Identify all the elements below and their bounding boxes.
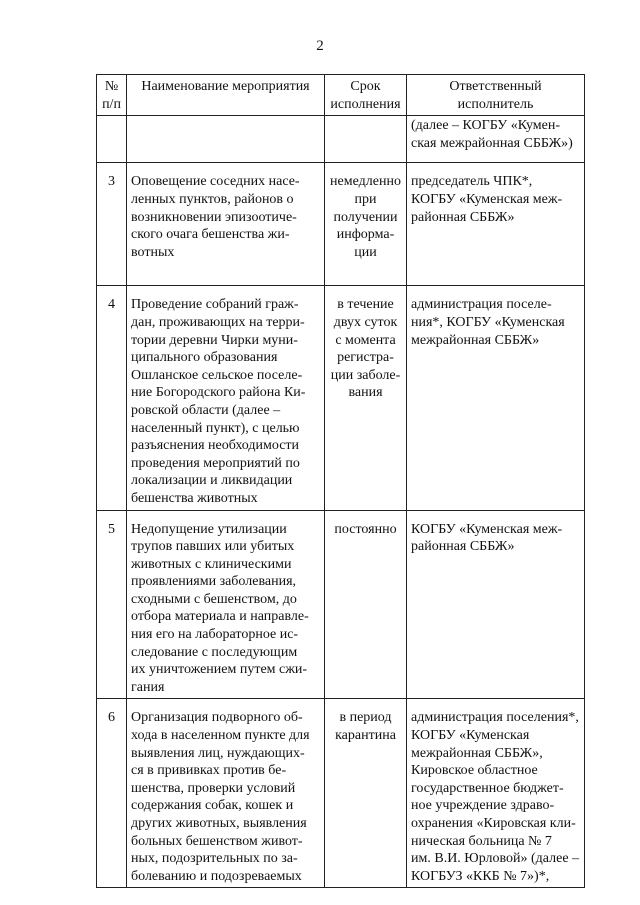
- cell-text: получении: [333, 209, 398, 225]
- cell-text: тории деревни Чирки муни-: [131, 332, 298, 348]
- cell-term: [325, 116, 407, 163]
- cell-text: межрайонная СББЖ»: [411, 332, 540, 348]
- cell-text: Кировское областное: [411, 763, 538, 779]
- cell-text: ского очага бешенства жи-: [131, 227, 290, 243]
- cell-text: КОГБУ «Куменская меж-: [411, 191, 563, 207]
- cell-responsible: [407, 163, 585, 286]
- cell-text: ние Богородского района Ки-: [131, 385, 306, 401]
- cell-responsible: [407, 510, 585, 699]
- cell-text: ровской области (далее –: [131, 402, 281, 418]
- cell-name: [127, 510, 325, 699]
- cell-name: [127, 286, 325, 510]
- cell-text: бешенства животных: [131, 490, 258, 506]
- cell-term: [325, 286, 407, 510]
- header-text: Срок: [350, 79, 381, 94]
- cell-text: следование с последующим: [131, 644, 298, 660]
- cell-text: администрация поселе-: [411, 297, 552, 313]
- table-header-row: [97, 75, 585, 116]
- cell-text: ных, подозрительных по за-: [131, 851, 298, 867]
- cell-text: ническая больница № 7: [411, 833, 552, 849]
- cell-text: немедленно: [330, 174, 401, 190]
- cell-text: государственное бюджет-: [411, 780, 564, 796]
- cell-text: охранения «Кировская кли-: [411, 816, 576, 831]
- cell-text: ции заболе-: [330, 367, 401, 383]
- cell-text: их уничтожением путем сжи-: [131, 662, 308, 678]
- header-text: исполнения: [330, 96, 401, 112]
- cell-text: ное учреждение здраво-: [411, 798, 555, 814]
- cell-text: животных с клиническими: [131, 556, 292, 572]
- cell-text: постоянно: [334, 521, 397, 537]
- cell-text: населенный пункт), с целью: [131, 420, 300, 436]
- cell-text: районная СББЖ»: [411, 209, 515, 225]
- cell-term: [325, 163, 407, 286]
- cell-text: гания: [131, 679, 165, 695]
- cell-text: ся в прививках против бе-: [131, 763, 287, 779]
- cell-text: хода в населенном пункте для: [131, 728, 310, 744]
- table-row: [97, 510, 585, 699]
- cell-text: Ошланское сельское поселе-: [131, 367, 303, 383]
- cell-term: [325, 510, 407, 699]
- cell-text: разъяснения необходимости: [131, 438, 300, 454]
- table-row: [97, 163, 585, 286]
- cell-text: ния его на лабораторное ис-: [131, 627, 299, 643]
- cell-term: [325, 699, 407, 888]
- cell-number: 5: [97, 510, 127, 699]
- cell-text: шенства, проверки условий: [131, 780, 296, 796]
- cell-text: двух суток: [333, 314, 398, 330]
- cell-name: [127, 116, 325, 163]
- cell-text: ципального образования: [131, 350, 278, 366]
- table-row: [97, 286, 585, 510]
- cell-text: вания: [348, 385, 383, 401]
- cell-text: болеванию и подозреваемых: [131, 868, 302, 884]
- cell-responsible: [407, 699, 585, 888]
- cell-name: [127, 699, 325, 888]
- cell-text: сходными с бешенством, до: [131, 591, 297, 607]
- header-text: №: [104, 79, 119, 94]
- cell-responsible: [407, 286, 585, 510]
- cell-text: ции: [354, 244, 377, 260]
- cell-text: им. В.И. Юрловой» (далее –: [411, 851, 580, 867]
- cell-text: локализации и ликвидации: [131, 473, 293, 489]
- cell-text: вотных: [131, 244, 175, 260]
- header-responsible: [407, 75, 585, 116]
- cell-text: карантина: [335, 728, 396, 744]
- cell-responsible: [407, 116, 585, 163]
- cell-text: в течение: [337, 297, 394, 313]
- cell-text: Недопущение утилизации: [131, 521, 287, 537]
- cell-text: проявлениями заболевания,: [131, 574, 297, 590]
- header-name: [127, 75, 325, 116]
- cell-text: регистра-: [337, 350, 394, 366]
- cell-text: больных бешенством живот-: [131, 833, 303, 849]
- cell-text: администрация поселения*,: [411, 710, 579, 726]
- cell-text: при: [354, 191, 377, 207]
- cell-text: проведения мероприятий по: [131, 455, 300, 471]
- cell-text: КОГБУ «Куменская меж-: [411, 521, 563, 537]
- cell-text: (далее – КОГБУ «Кумен-: [411, 118, 561, 134]
- cell-text: Организация подворного об-: [131, 710, 303, 726]
- cell-text: КОГБУ «Куменская: [411, 728, 530, 744]
- table-row-continuation: [97, 116, 585, 163]
- cell-number: [97, 116, 127, 163]
- cell-number: 3: [97, 163, 127, 286]
- header-term: [325, 75, 407, 116]
- page-number: 2: [316, 38, 324, 54]
- cell-text: ленных пунктов, районов о: [131, 191, 294, 207]
- header-text: Ответственный: [449, 79, 542, 94]
- cell-text: выявления лиц, нуждающих-: [131, 745, 305, 761]
- cell-text: отбора материала и направле-: [131, 609, 309, 625]
- header-number: [97, 75, 127, 116]
- cell-text: с момента: [335, 332, 396, 348]
- cell-text: ния*, КОГБУ «Куменская: [411, 314, 565, 330]
- cell-text: межрайонная СББЖ»,: [411, 745, 543, 761]
- cell-text: других животных, выявления: [131, 816, 307, 831]
- cell-text: ская межрайонная СББЖ»): [411, 135, 573, 151]
- cell-text: Оповещение соседних насе-: [131, 174, 300, 190]
- cell-text: в период: [339, 710, 392, 726]
- cell-text: КОГБУЗ «ККБ № 7»)*,: [411, 868, 550, 884]
- cell-text: председатель ЧПК*,: [411, 174, 533, 190]
- header-text: исполнитель: [457, 96, 534, 112]
- table-row: [97, 699, 585, 888]
- cell-name: [127, 163, 325, 286]
- cell-text: трупов павших или убитых: [131, 539, 295, 555]
- cell-text: возникновении эпизоотиче-: [131, 209, 297, 225]
- measures-table: [96, 74, 585, 888]
- cell-number: 4: [97, 286, 127, 510]
- cell-text: содержания собак, кошек и: [131, 798, 294, 814]
- cell-text: районная СББЖ»: [411, 539, 515, 555]
- cell-number: 6: [97, 699, 127, 888]
- cell-text: дан, проживающих на терри-: [131, 314, 305, 330]
- header-text: п/п: [102, 96, 121, 112]
- cell-text: Проведение собраний граж-: [131, 297, 299, 313]
- header-text: Наименование мероприятия: [141, 79, 310, 94]
- cell-text: информа-: [336, 227, 395, 243]
